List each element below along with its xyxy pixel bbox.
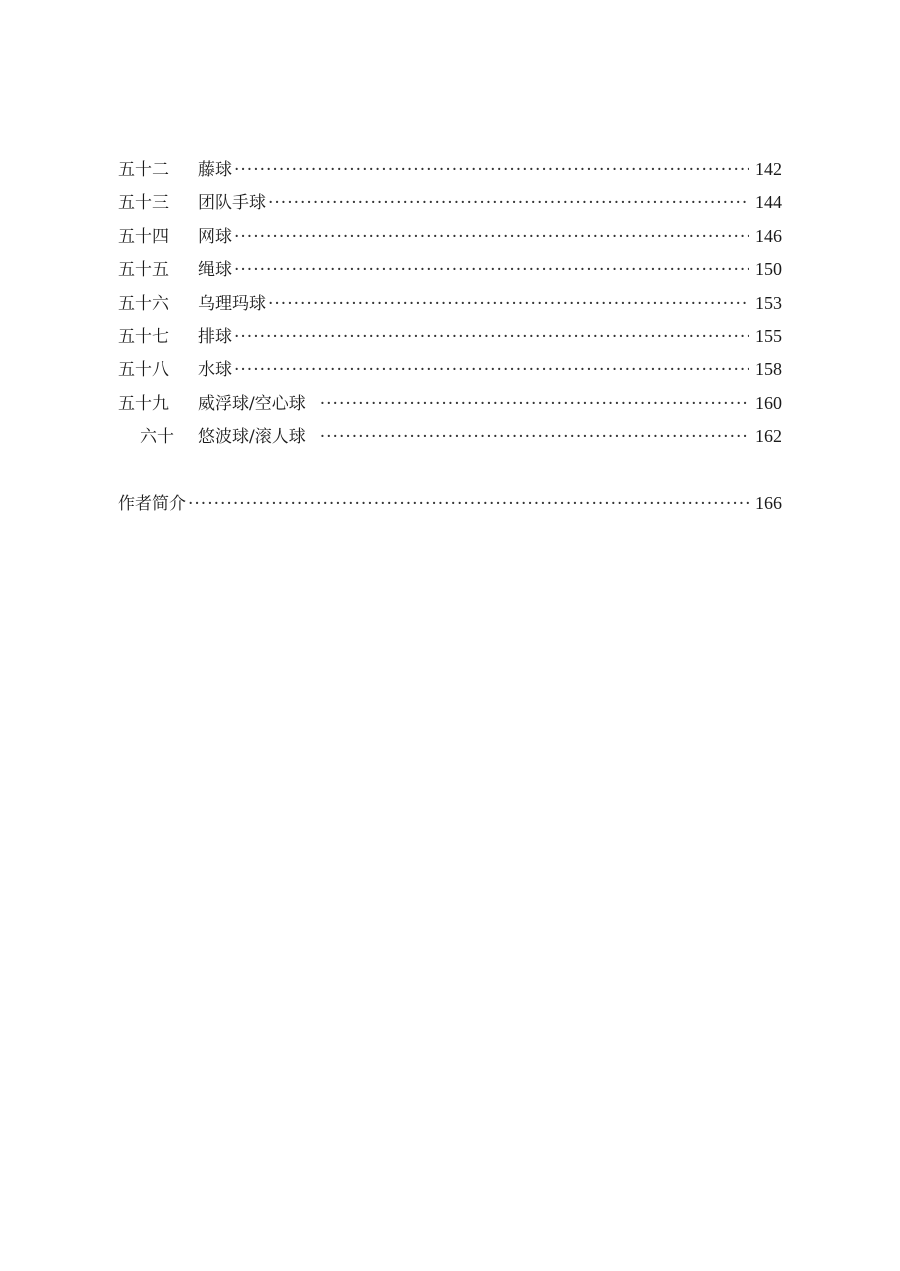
chapter-title: 排球 [198,326,232,347]
chapter-title: 网球 [198,226,232,247]
table-of-contents [118,156,782,523]
toc-entry[interactable] [118,390,782,423]
page-number: 158 [755,359,782,380]
chapter-number: 五十四 [118,226,169,247]
dot-leader [234,324,749,350]
chapter-number: 五十九 [118,393,169,414]
chapter-number: 五十三 [118,193,169,214]
page-number: 146 [755,225,782,246]
chapter-number: 五十六 [118,293,169,314]
page-number: 144 [755,192,782,213]
toc-entry-author[interactable] [118,490,782,523]
chapter-title: 团队手球 [198,193,266,214]
page-number: 153 [755,292,782,313]
chapter-title: 水球 [198,360,232,381]
dot-leader [268,291,749,317]
toc-entry[interactable] [118,256,782,289]
dot-leader [234,157,749,183]
toc-entry[interactable] [118,423,782,456]
dot-leader [234,357,749,383]
page-number: 142 [755,159,782,179]
dot-leader [320,424,749,450]
dot-leader [234,257,749,283]
page-number: 162 [755,426,782,447]
chapter-number: 五十二 [118,160,169,180]
chapter-title: 绳球 [198,260,232,281]
chapter-number: 五十七 [118,326,169,347]
chapter-title: 悠波球/滚人球 [198,427,306,448]
chapter-title: 威浮球/空心球 [198,393,306,414]
toc-entry[interactable] [118,323,782,356]
dot-leader [188,491,749,517]
dot-leader [234,224,749,250]
chapter-title: 藤球 [198,160,232,180]
dot-leader [268,190,749,216]
author-intro-title: 作者简介 [118,493,186,514]
toc-entry[interactable] [118,223,782,256]
dot-leader [320,391,749,417]
toc-entry[interactable] [118,156,782,189]
chapter-number: 六十 [140,427,174,448]
page-number: 160 [755,392,782,413]
chapter-number: 五十五 [118,260,169,281]
chapter-number: 五十八 [118,360,169,381]
page-number: 166 [755,492,782,513]
page-number: 150 [755,259,782,280]
page-number: 155 [755,325,782,346]
toc-entry[interactable] [118,290,782,323]
toc-entry[interactable] [118,356,782,389]
toc-entry[interactable] [118,189,782,222]
chapter-title: 乌理玛球 [198,293,266,314]
